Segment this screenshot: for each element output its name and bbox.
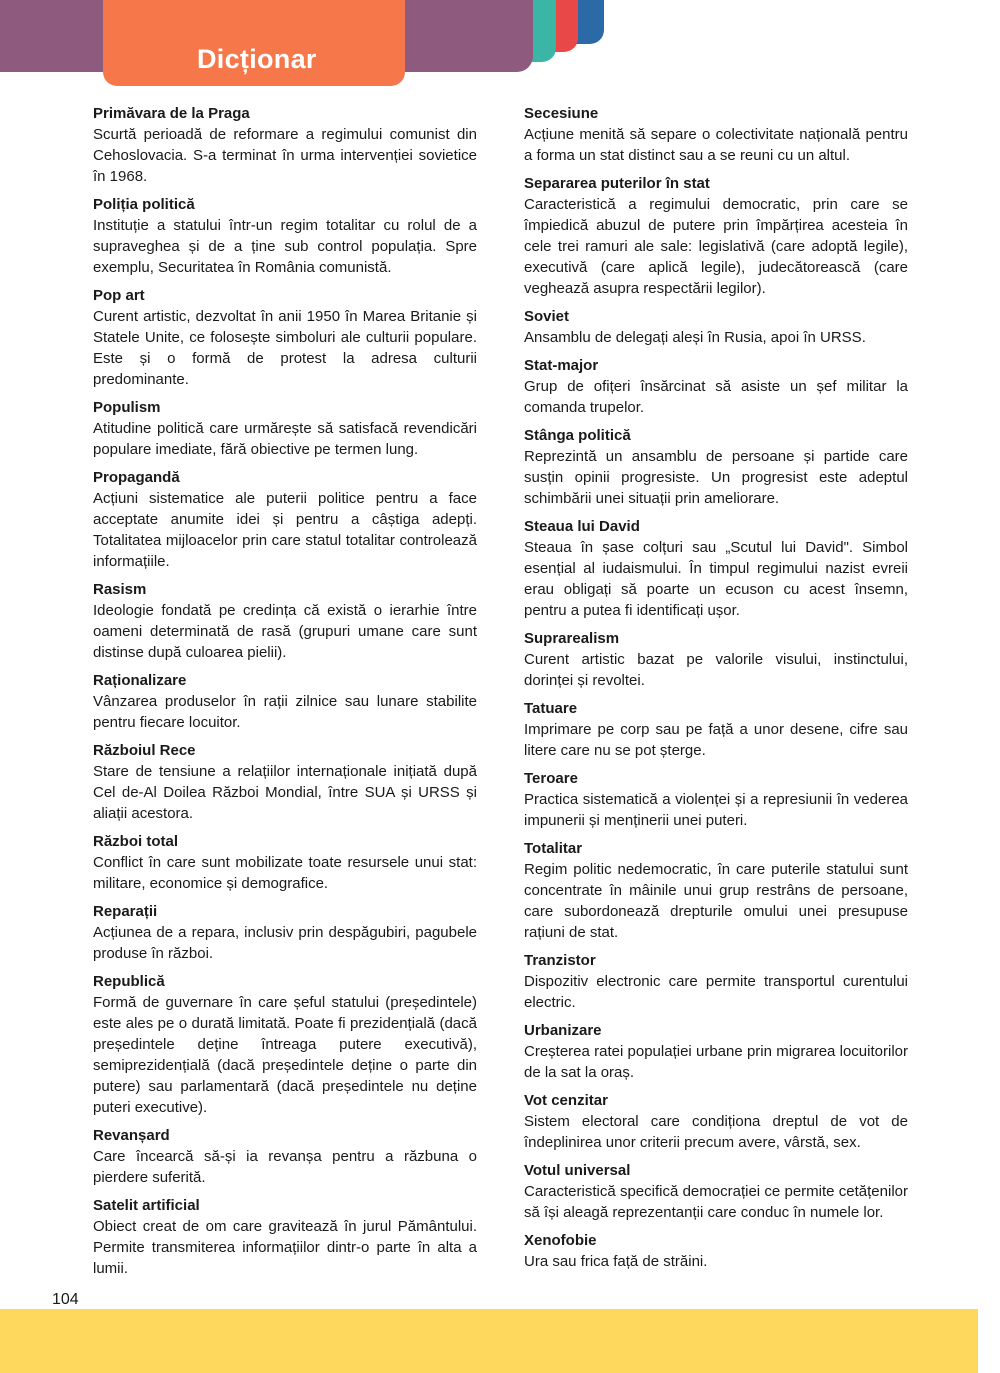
entry-definition: Imprimare pe corp sau pe față a unor desene, cifre sau litere care nu se pot șterge. xyxy=(524,721,908,759)
glossary-entry xyxy=(93,397,477,460)
entry-term: Raționalizare xyxy=(93,672,187,689)
entry-term: Rasism xyxy=(93,581,147,598)
entry-definition: Atitudine politică care urmărește să satisfacă revendicări populare imediate, fără obiective pe termen lung. xyxy=(93,420,477,458)
glossary-entry xyxy=(524,103,908,166)
entry-definition: Acțiuni sistematice ale puterii politice pentru a face acceptate anumite idei și pentru a câștiga adepți. Totalitatea mijloacelor prin care statul totalitar controlează informațiile. xyxy=(93,490,477,570)
glossary-entry xyxy=(93,670,477,733)
glossary-entry xyxy=(93,1125,477,1188)
entry-definition: Dispozitiv electronic care permite transportul curentului electric. xyxy=(524,973,908,1011)
glossary-entry xyxy=(524,1160,908,1223)
entry-term: Reparații xyxy=(93,903,158,920)
entry-definition: Sistem electoral care condiționa dreptul de vot de îndeplinirea unor criterii precum avere, vârstă, sex. xyxy=(524,1113,908,1151)
entry-definition: Obiect creat de om care gravitează în jurul Pământului. Permite transmiterea informațiilor dintr-o parte în alta a lumii. xyxy=(93,1218,477,1277)
entry-definition: Creșterea ratei populației urbane prin migrarea locuitorilor de la sat la oraș. xyxy=(524,1043,908,1081)
entry-term: Teroare xyxy=(524,770,578,787)
entry-term: Separarea puterilor în stat xyxy=(524,175,710,192)
entry-definition: Conflict în care sunt mobilizate toate resursele unui stat: militare, economice și demografice. xyxy=(93,854,477,892)
entry-term: Votul universal xyxy=(524,1162,631,1179)
glossary-entry xyxy=(93,194,477,278)
glossary-entry xyxy=(93,971,477,1118)
entry-term: Poliția politică xyxy=(93,196,195,213)
glossary-entry xyxy=(524,355,908,418)
entry-definition: Stare de tensiune a relațiilor internaționale inițiată după Cel de-Al Doilea Război Mondial, între SUA și URSS și aliații acestora. xyxy=(93,763,477,822)
glossary-entry xyxy=(524,838,908,943)
glossary-entry xyxy=(93,103,477,187)
entry-term: Republică xyxy=(93,973,165,990)
entry-definition: Ansamblu de delegați aleși în Rusia, apoi în URSS. xyxy=(524,329,866,346)
glossary-entry xyxy=(93,901,477,964)
entry-definition: Caracteristică a regimului democratic, prin care se împiedică abuzul de putere prin împărțirea acesteia în cele trei ramuri ale sale: legislativă (care adoptă legile), executivă (care aplică legile), judecătorească (care veghează asupra respectării legilor). xyxy=(524,196,908,297)
entry-term: Soviet xyxy=(524,308,570,325)
glossary-entry xyxy=(93,831,477,894)
right-column xyxy=(524,103,908,1279)
entry-term: Secesiune xyxy=(524,105,599,122)
entry-definition: Practica sistematică a violenței și a represiunii în vederea impunerii și menținerii unei puteri. xyxy=(524,791,908,829)
entry-term: Stat-major xyxy=(524,357,599,374)
glossary-entry xyxy=(524,950,908,1013)
glossary-entry xyxy=(524,516,908,621)
entry-term: Populism xyxy=(93,399,161,416)
glossary-entry xyxy=(93,1195,477,1279)
entry-definition: Acțiune menită să separe o colectivitate națională pentru a forma un stat distinct sau a se reuni cu un altul. xyxy=(524,126,908,164)
entry-term: Suprarealism xyxy=(524,630,620,647)
entry-definition: Ideologie fondată pe credința că există o ierarhie între oameni determinată de rasă (grupuri umane care sunt distinse după culoarea pielii). xyxy=(93,602,477,661)
entry-term: Steaua lui David xyxy=(524,518,640,535)
glossary-entry xyxy=(524,425,908,509)
entry-definition: Caracteristică specifică democrației ce permite cetățenilor să își aleagă reprezentanții care conduc în numele lor. xyxy=(524,1183,908,1221)
entry-definition: Regim politic nedemocratic, în care puterile statului sunt concentrate în mâinile unui grup restrâns de persoane, care subordonează drepturile omului unei presupuse rațiuni de stat. xyxy=(524,861,908,941)
entry-term: Război total xyxy=(93,833,178,850)
glossary-entry xyxy=(524,698,908,761)
entry-term: Primăvara de la Praga xyxy=(93,105,250,122)
entry-term: Revanșard xyxy=(93,1127,170,1144)
entry-definition: Curent artistic bazat pe valorile visului, instinctului, dorinței și revoltei. xyxy=(524,651,908,689)
page-title: Dicționar xyxy=(197,44,317,74)
entry-definition: Care încearcă să-și ia revanșa pentru a răzbuna o pierdere suferită. xyxy=(93,1148,477,1186)
left-column xyxy=(93,103,477,1286)
glossary-entry xyxy=(524,173,908,299)
entry-definition: Steaua în șase colțuri sau „Scutul lui David". Simbol esențial al iudaismului. În timpul regimului nazist evreii erau obligați să poarte un ecuson cu acest însemn, pentru a putea fi identificați ușor. xyxy=(524,539,908,619)
glossary-entry xyxy=(93,740,477,824)
glossary-entry xyxy=(524,306,908,348)
entry-term: Tranzistor xyxy=(524,952,596,969)
entry-term: Vot cenzitar xyxy=(524,1092,608,1109)
entry-definition: Scurtă perioadă de reformare a regimului comunist din Cehoslovacia. S-a terminat în urma intervenției sovietice în 1968. xyxy=(93,126,477,185)
glossary-entry xyxy=(524,628,908,691)
entry-term: Tatuare xyxy=(524,700,578,717)
entry-definition: Formă de guvernare în care șeful statului (președintele) este ales pe o durată limitată. Poate fi prezidențială (dacă președintele deține întreaga putere executivă), semiprezidențială (dacă președintele deține o parte din putere) sau parlamentară (dacă președintele nu deține puteri executive). xyxy=(93,994,477,1116)
entry-definition: Vânzarea produselor în rații zilnice sau lunare stabilite pentru fiecare locuitor. xyxy=(93,693,477,731)
entry-term: Pop art xyxy=(93,287,145,304)
entry-term: Stânga politică xyxy=(524,427,631,444)
glossary-entry xyxy=(524,1020,908,1083)
entry-definition: Grup de ofițeri însărcinat să asiste un șef militar la comanda trupelor. xyxy=(524,378,908,416)
entry-term: Xenofobie xyxy=(524,1232,597,1249)
footer-band xyxy=(0,1309,978,1373)
entry-definition: Reprezintă un ansamblu de persoane și partide care susțin opinii progresiste. Un progresist este adeptul schimbării unei situații prin ameliorare. xyxy=(524,448,908,507)
entry-term: Războiul Rece xyxy=(93,742,196,759)
entry-term: Urbanizare xyxy=(524,1022,602,1039)
glossary-entry xyxy=(93,579,477,663)
entry-definition: Curent artistic, dezvoltat în anii 1950 în Marea Britanie și Statele Unite, ce folosește simboluri ale culturii populare. Este și o formă de protest la adresa culturii predominante. xyxy=(93,308,477,388)
entry-term: Totalitar xyxy=(524,840,583,857)
glossary-entry xyxy=(524,1090,908,1153)
entry-term: Propagandă xyxy=(93,469,180,486)
entry-definition: Ura sau frica față de străini. xyxy=(524,1253,708,1270)
glossary-entry xyxy=(93,285,477,390)
glossary-entry xyxy=(524,1230,908,1272)
entry-definition: Acțiunea de a repara, inclusiv prin despăgubiri, pagubele produse în război. xyxy=(93,924,477,962)
page-number: 104 xyxy=(52,1291,79,1308)
glossary-entry xyxy=(93,467,477,572)
entry-definition: Instituție a statului într-un regim totalitar cu rolul de a supraveghea și de a ține sub control populația. Spre exemplu, Securitatea în România comunistă. xyxy=(93,217,477,276)
entry-term: Satelit artificial xyxy=(93,1197,200,1214)
glossary-entry xyxy=(524,768,908,831)
